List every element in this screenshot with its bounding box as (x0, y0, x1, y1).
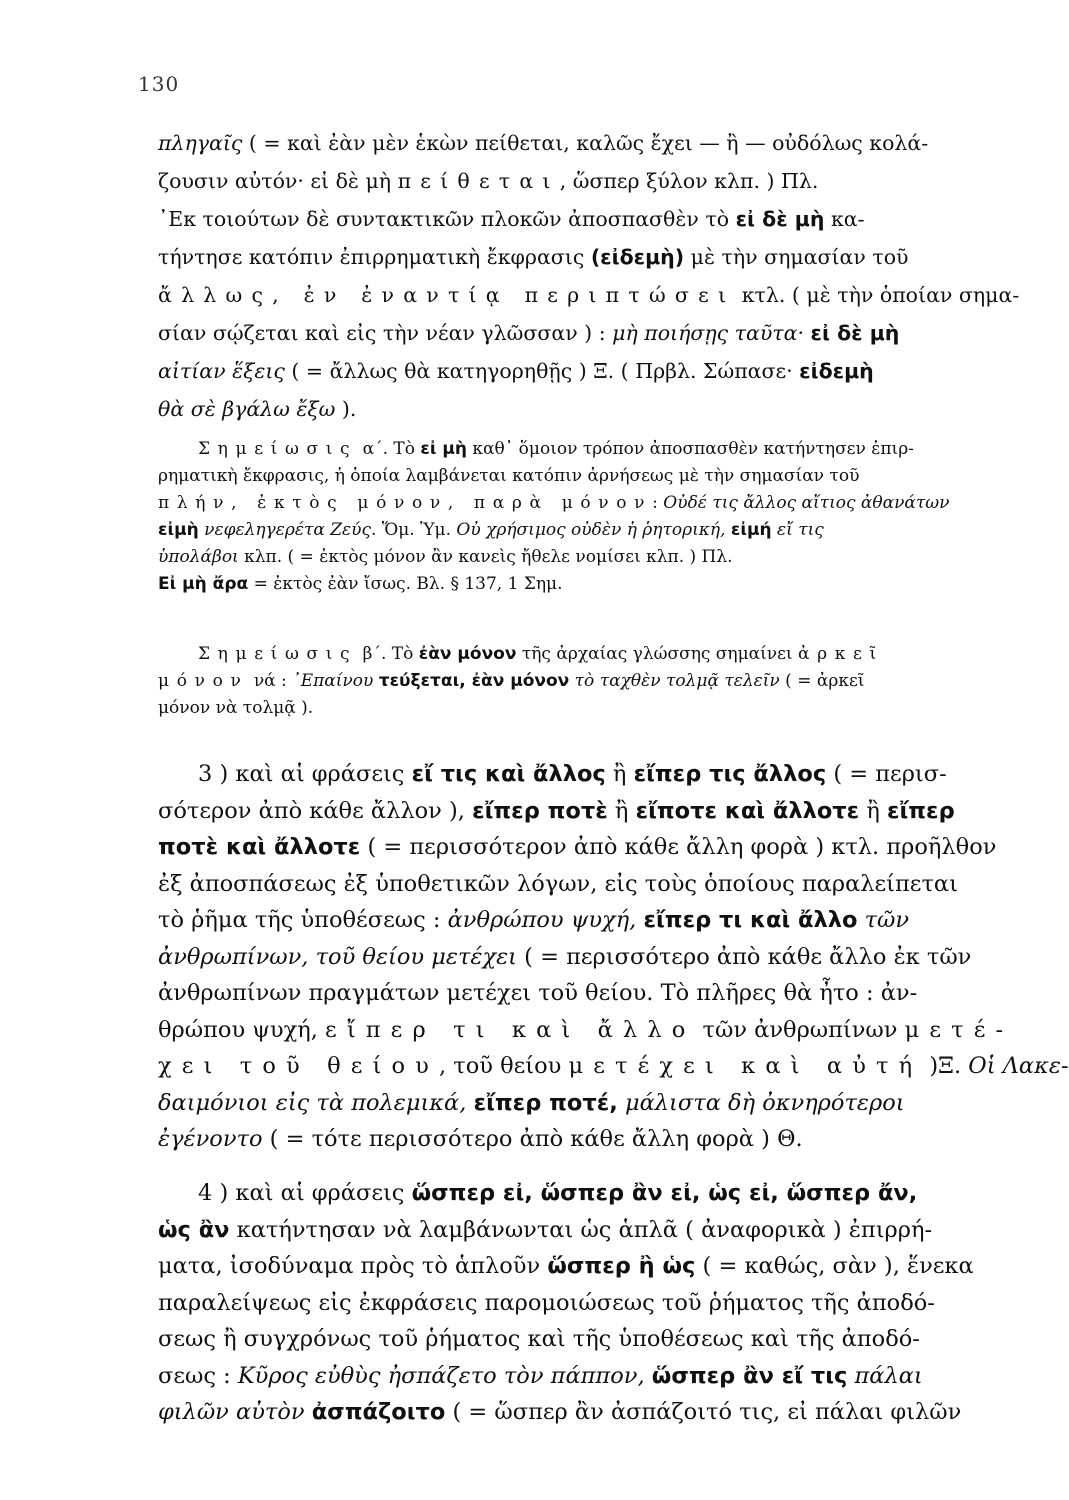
text-segment: ποτὲ καὶ ἄλλοτε (158, 834, 361, 860)
text-line (158, 1012, 1014, 1049)
text-segment (645, 1363, 652, 1389)
text-segment: ( = περισ- (826, 761, 947, 787)
text-segment: ματα, ἰσοδύναμα πρὸς τὸ ἁπλοῦν (158, 1253, 548, 1279)
text-segment: )Ξ. (922, 1053, 969, 1079)
text-segment: εἰμὴ (158, 520, 199, 540)
text-segment: κτλ. ( μὲ τὴν ὁποίαν σημα- (735, 283, 1020, 307)
text-segment: εἰδεμὴ (799, 359, 874, 383)
text-segment: ). (335, 397, 357, 421)
text-segment: τήντησε κατόπιν ἐπιρρηματικὴ ἔκφρασις (158, 245, 591, 269)
text-segment: δαιμόνιοι εἰς τὰ πολεμικά, (158, 1089, 467, 1116)
text-segment: ὥσπερ εἰ, ὥσπερ ἂν εἰ, ὡς εἰ, ὥσπερ ἄν, (411, 1180, 918, 1206)
text-segment: μάλιστα δὴ ὀκνηρότεροι (624, 1089, 905, 1116)
text-segment: Κῦρος εὐθὺς ἠσπάζετο τὸν πάππον, (237, 1362, 645, 1389)
text-segment: εἴπερ ποτὲ (472, 797, 608, 824)
text-line (158, 436, 938, 463)
text-segment: ἀνθρωπίνων πραγμάτων μετέχει τοῦ θείου. Τὸ πλῆρες θὰ ἦτο : ἀν- (158, 980, 918, 1006)
text-line (158, 276, 1020, 314)
text-line (158, 162, 938, 200)
text-segment: χει τοῦ θείου (158, 1053, 439, 1079)
paragraph-lines (158, 1175, 974, 1431)
text-segment: ( = καὶ ἐὰν μὲν ἑκὼν πείθεται, καλῶς ἔχει — ἢ — οὐδόλως κολά- (242, 131, 929, 155)
text-segment: εἰ δὲ μὴ (810, 321, 900, 345)
text-segment: : (652, 493, 664, 513)
text-segment: πείθεται (397, 169, 560, 193)
text-line (158, 571, 938, 598)
text-segment: σεως : (158, 1362, 238, 1389)
text-segment: θρώπου ψυχή, (158, 1016, 326, 1043)
text-segment: ( = τότε περισσότερο ἀπὸ κάθε ἄλλη φορὰ ) Θ. (262, 1126, 803, 1152)
text-segment: 4 ) καὶ αἱ φράσεις (198, 1180, 412, 1206)
text-segment: καθ᾿ ὅμοιον τρόπον ἀποσπασθὲν κατήντησεν ἐπιρ- (467, 439, 914, 459)
paragraph-lines (158, 124, 1020, 428)
text-segment: εἰ δὲ μὴ (735, 207, 825, 231)
text-line (158, 390, 938, 428)
text-segment: μετέ- (904, 1016, 1014, 1043)
text-segment: κατήντησαν νὰ λαμβάνωνται ὡς ἁπλᾶ ( ἀναφορικὰ ) ἐπιρρή- (229, 1216, 933, 1243)
text-segment: = ἐκτὸς ἐὰν ἴσως. Βλ. § 137, 1 Σημ. (248, 574, 563, 594)
text-line (158, 902, 938, 939)
text-segment: ( = περισσότερον ἀπὸ κάθε ἄλλη φορὰ ) κτλ. προῆλθον (360, 834, 997, 860)
note-alpha (158, 436, 950, 598)
text-line (158, 1285, 938, 1322)
text-segment: τὸ ῥῆμα τῆς ὑποθέσεως : (158, 907, 448, 933)
text-segment: ἀνθρωπίνων, τοῦ θείου μετέχει (158, 943, 518, 970)
text-segment: ( = ἄλλως θὰ κατηγορηθῇς ) Ξ. ( Πρβλ. Σώπασε· (284, 359, 800, 383)
text-segment: κλπ. ( = ἐκτὸς μόνον ἂν κανεὶς ἤθελε νομίσει κλπ. ) Πλ. (238, 547, 733, 567)
text-segment: ᾿Επαίνου (292, 671, 374, 691)
text-line (158, 866, 958, 903)
text-line (158, 1248, 974, 1285)
text-line (158, 939, 972, 976)
text-segment: μετέχει καὶ αὐτή (568, 1053, 923, 1079)
text-segment: ἄλλως, ἐν ἐναντίᾳ περιπτώσει (158, 283, 736, 307)
text-line (158, 352, 938, 390)
text-segment: ζουσιν αὐτόν· εἰ δὲ μὴ (158, 169, 398, 193)
text-line (158, 695, 938, 722)
text-segment: Εἰ μὴ ἄρα (158, 574, 249, 594)
text-segment: ἐγένοντο (158, 1126, 263, 1152)
text-line (158, 641, 938, 668)
text-segment: α΄. Τὸ (357, 439, 421, 459)
text-segment: θὰ σὲ βγάλω ἔξω (158, 397, 336, 421)
text-segment: εἴπερ (886, 797, 955, 824)
text-segment: ὥσπερ ἢ ὡς (547, 1253, 696, 1279)
text-segment: ρηματικὴ ἔκφρασις, ἡ ὁποία λαμβάνεται κατόπιν ἀρνήσεως μὲ τὴν σημασίαν τοῦ (158, 466, 860, 486)
text-segment: Σημείωσις (198, 439, 358, 459)
text-segment: σότερον ἀπὸ κάθε ἄλλον ), (158, 797, 473, 824)
text-segment: Οὐ χρήσιμος οὐδὲν ἡ ῥητορική, (456, 520, 726, 540)
paragraph-three (158, 756, 1069, 1158)
text-line (158, 200, 938, 238)
paragraph-continuation (158, 124, 1020, 428)
text-segment: ἐξ ἀποσπάσεως ἐξ ὑποθετικῶν λόγων, εἰς τοὺς ὁποίους παραλείπεται (158, 870, 958, 897)
text-segment: Οἱ Λακε- (968, 1053, 1069, 1079)
text-segment: εἰ μὴ (420, 439, 468, 459)
text-line (158, 124, 938, 162)
text-segment: τεύξεται, ἐὰν μόνον (378, 671, 570, 691)
text-line (158, 975, 938, 1012)
text-line (158, 1212, 938, 1249)
text-segment: ἐὰν μόνον (418, 644, 517, 664)
text-segment: μὴ ποιήσῃς ταῦτα· (612, 321, 805, 345)
text-segment: τῶν (864, 907, 910, 933)
text-segment: ἢ (607, 797, 636, 824)
text-segment: , τοῦ θείου (438, 1053, 569, 1079)
text-segment: μόνον (158, 671, 249, 691)
text-segment: εἴπερ τις ἄλλος (633, 761, 827, 787)
text-segment: εἴπερ τι καὶ ἄλλο (643, 907, 858, 933)
text-segment: 3 ) καὶ αἱ φράσεις (198, 761, 412, 787)
text-segment: ἀνθρώπου ψυχή, (447, 907, 637, 933)
text-segment: εἴ τις καὶ ἄλλος (411, 761, 606, 787)
text-line (158, 1121, 938, 1158)
text-segment: εἰμή (730, 520, 772, 540)
text-segment: Οὐδέ τις ἄλλος αἴτιος ἀθανάτων (663, 493, 950, 513)
text-segment: ( = ἀρκεῖ (779, 671, 865, 691)
text-line (158, 1321, 938, 1358)
text-segment (466, 1090, 473, 1116)
text-segment: ἢ (605, 761, 634, 787)
text-segment: κα- (824, 207, 865, 231)
paragraph-lines (158, 756, 1069, 1158)
text-segment: μὲ τὴν σημασίαν τοῦ (684, 245, 909, 269)
text-segment: , ὥσπερ ξύλον κλπ. ) Πλ. (559, 169, 819, 193)
paragraph-four (158, 1175, 974, 1431)
text-segment: τῆς ἀρχαίας γλώσσης σημαίνει (516, 644, 798, 664)
text-line (158, 756, 947, 793)
text-segment: ( = ὥσπερ ἂν ἀσπάζοιτό τις, εἰ πάλαι φιλῶν (445, 1399, 962, 1425)
page-number: 130 (138, 72, 180, 96)
text-segment (305, 1399, 312, 1425)
text-segment: ὡς ἂν (158, 1216, 230, 1243)
text-line (158, 1175, 938, 1212)
text-segment: β΄. Τὸ (357, 644, 419, 664)
text-line (158, 1394, 962, 1431)
text-segment: ἢ (859, 797, 887, 824)
text-segment: τὸ ταχθὲν τολμᾷ τελεῖν (574, 671, 780, 691)
text-segment: νεφεληγερέτα Ζεύς (204, 520, 372, 540)
text-line (158, 793, 955, 830)
text-line (158, 1085, 938, 1122)
note-lines (158, 641, 938, 722)
text-segment: ( = καθώς, σὰν ), ἕνεκα (695, 1253, 974, 1279)
text-segment (857, 907, 864, 933)
note-beta (158, 641, 938, 722)
text-segment: εἴπερ τι καὶ ἄλλο (325, 1016, 696, 1043)
text-segment: ἀρκεῖ (798, 644, 884, 664)
text-segment: σεως ἢ συγχρόνως τοῦ ῥήματος καὶ τῆς ὑποθέσεως καὶ τῆς ἀποδό- (158, 1326, 920, 1352)
text-line (158, 517, 938, 544)
text-segment: ( = περισσότερο ἀπὸ κάθε ἄλλο ἐκ τῶν (517, 943, 972, 970)
text-segment: πλήν, ἐκτὸς μόνον, παρὰ μόνον (158, 493, 653, 513)
text-line (158, 463, 938, 490)
text-segment: πάλαι (854, 1362, 923, 1389)
text-segment: μόνον νὰ τολμᾷ ). (158, 698, 314, 718)
text-segment: σίαν σῴζεται καὶ εἰς τὴν νέαν γλῶσσαν ) : (158, 321, 613, 345)
text-segment (618, 1090, 625, 1116)
text-line (158, 238, 938, 276)
text-segment: εἴποτε καὶ ἄλλοτε (635, 797, 860, 824)
text-segment: φιλῶν αὐτὸν (158, 1399, 305, 1425)
text-segment: Σημείωσις (198, 644, 358, 664)
text-line (158, 1048, 1069, 1085)
text-segment: αἰτίαν ἕξεις (158, 359, 285, 383)
text-segment: εἴπερ ποτέ, (473, 1089, 618, 1116)
text-line (158, 490, 950, 517)
text-segment: πληγαῖς (158, 131, 243, 155)
text-segment: παραλείψεως εἰς ἐκφράσεις παρομοιώσεως τοῦ ῥήματος τῆς ἀποδό- (158, 1289, 935, 1316)
text-segment: ᾿Εκ τοιούτων δὲ συντακτικῶν πλοκῶν ἀποσπασθὲν τὸ (158, 207, 736, 231)
text-segment: νά : (248, 671, 293, 691)
text-line (158, 544, 938, 571)
text-line (158, 668, 938, 695)
text-line (158, 1358, 938, 1395)
text-segment: . Ὅμ. Ὑμ. (371, 520, 457, 540)
text-segment: εἴ τις (777, 520, 824, 540)
text-line (158, 829, 997, 866)
text-segment: ὑπολάβοι (158, 547, 239, 567)
text-segment: ἀσπάζοιτο (311, 1399, 446, 1425)
text-segment: τῶν ἀνθρωπίνων (695, 1016, 905, 1043)
note-lines (158, 436, 950, 598)
text-line (158, 314, 938, 352)
text-segment: ὥσπερ ἂν εἴ τις (651, 1362, 848, 1389)
text-segment: (εἰδεμὴ) (590, 245, 685, 269)
